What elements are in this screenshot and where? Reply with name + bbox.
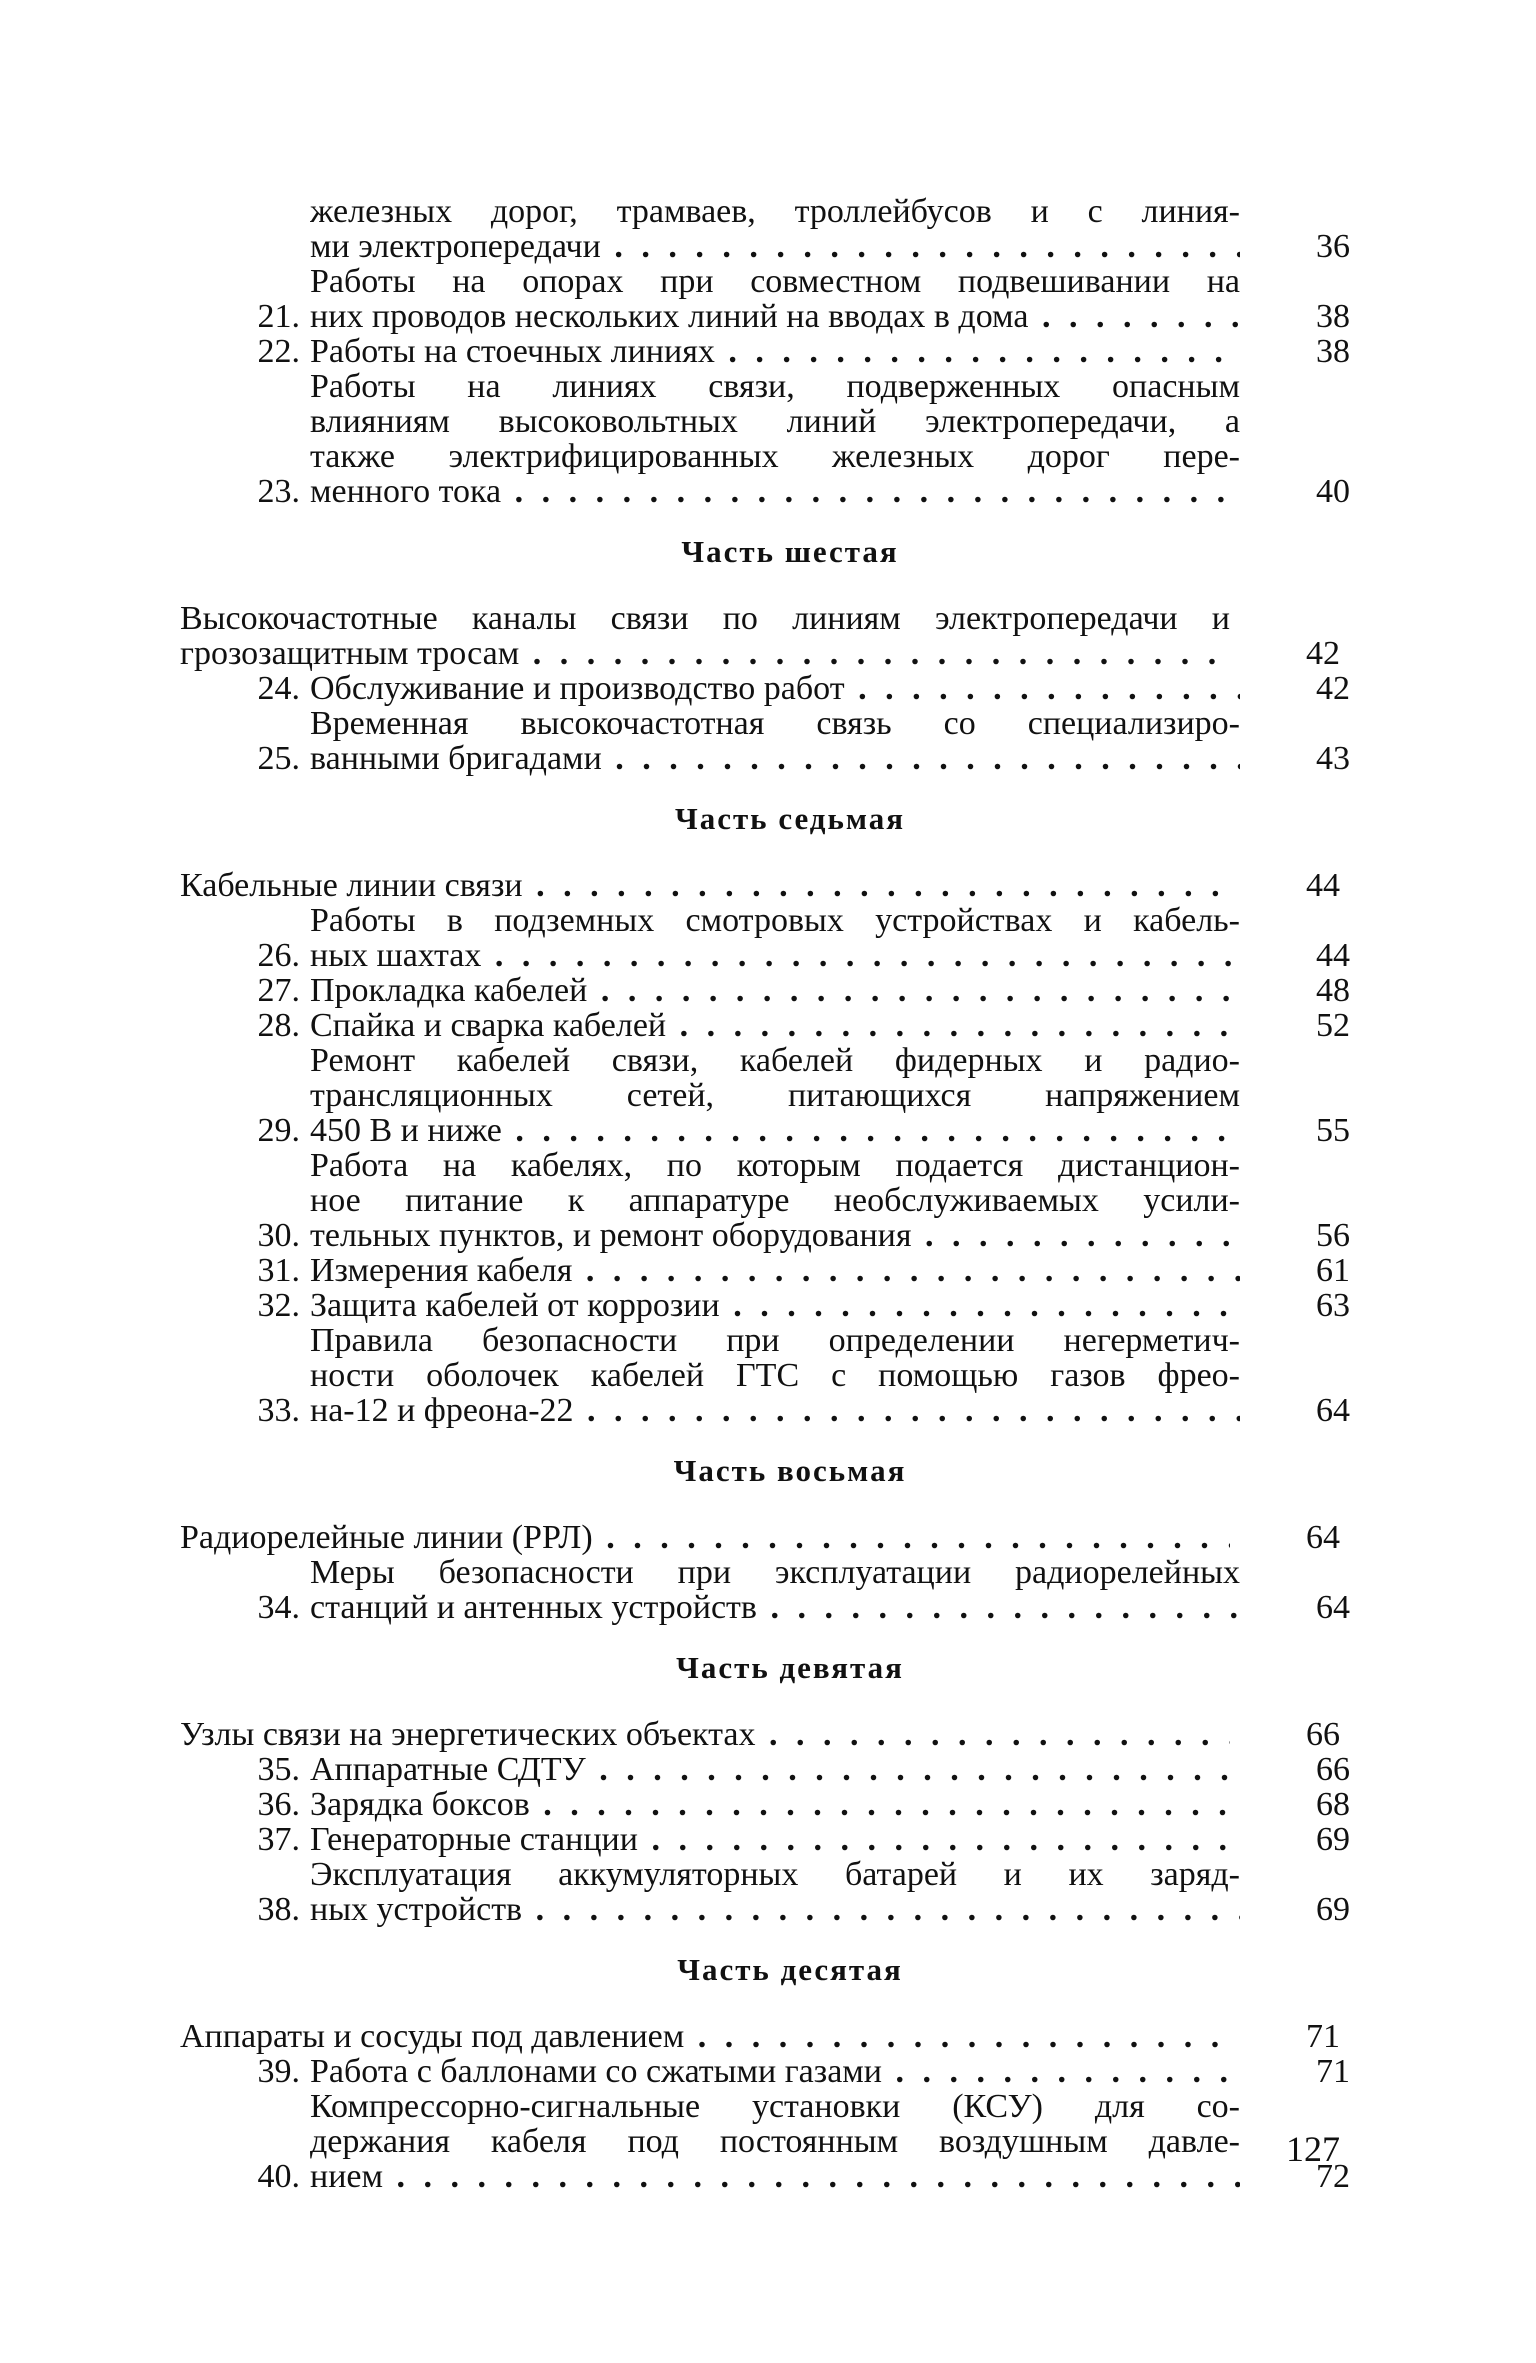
- entry-title-line: нием . . .: [310, 2159, 1240, 2194]
- entry-title-line: станций и антенных устройств . . .: [310, 1590, 1240, 1625]
- entry-title-line: Компрессорно-сигнальные установки (КСУ) для со-: [310, 2089, 1240, 2124]
- entry-title-line: Измерения кабеля . . .: [310, 1253, 1240, 1288]
- entry-number: 25.: [257, 740, 300, 777]
- page-ref: 43: [1316, 740, 1350, 777]
- entry-title-line: также электрифицированных железных дорог пере-: [310, 439, 1240, 474]
- entry-number: 32.: [257, 1287, 300, 1324]
- entry-number: 40.: [257, 2158, 300, 2195]
- entry-title-line: Узлы связи на энергетических объектах . . .: [180, 1717, 1230, 1752]
- entry-title: [310, 903, 1240, 973]
- entry-title-line: Работы в подземных смотровых устройствах и кабель-: [310, 903, 1240, 938]
- entry-title: [310, 1253, 1240, 1288]
- entry-title-line: грозозащитным тросам . . .: [180, 636, 1230, 671]
- entry-title-line: Работы на стоечных линиях . . .: [310, 334, 1240, 369]
- entry-title-line: Временная высокочастотная связь со специализиро-: [310, 706, 1240, 741]
- part-heading: Часть восьмая: [673, 1453, 907, 1488]
- entry-title-line: ных устройств . . .: [310, 1892, 1240, 1927]
- entry-title-line: них проводов нескольких линий на вводах в дома . . .: [310, 299, 1240, 334]
- entry-title-line: Работа на кабелях, по которым подается дистанцион-: [310, 1148, 1240, 1183]
- entry-number: 27.: [257, 972, 300, 1009]
- entry-number: 31.: [257, 1252, 300, 1289]
- entry-title-line: Аппаратные СДТУ . . .: [310, 1752, 1240, 1787]
- page-ref: 69: [1316, 1821, 1350, 1858]
- toc-entry[interactable]: [180, 194, 1350, 265]
- entry-title-line: Работы на опорах при совместном подвешивании на: [310, 264, 1240, 299]
- page-ref: 69: [1316, 1891, 1350, 1928]
- page-ref: 63: [1316, 1287, 1350, 1324]
- entry-title-line: Прокладка кабелей . . .: [310, 973, 1240, 1008]
- entry-title-line: железных дорог, трамваев, троллейбусов и с линия-: [310, 194, 1240, 229]
- toc-section[interactable]: [180, 868, 1340, 903]
- toc-entry[interactable]: [180, 1252, 1350, 1289]
- entry-title: [310, 1008, 1240, 1043]
- page-ref: 44: [1316, 937, 1350, 974]
- page-ref: 61: [1316, 1252, 1350, 1289]
- toc-entry[interactable]: [180, 1786, 1350, 1823]
- entry-title-line: Спайка и сварка кабелей . . .: [310, 1008, 1240, 1043]
- entry-title: [180, 1520, 1230, 1555]
- page-ref: 72: [1316, 2158, 1350, 2195]
- entry-number: 36.: [257, 1786, 300, 1823]
- page-ref: 64: [1316, 1392, 1350, 1429]
- toc-entry[interactable]: [180, 1148, 1350, 1254]
- entry-title: [310, 1043, 1240, 1148]
- entry-title: [310, 369, 1240, 509]
- entry-title: [310, 2089, 1240, 2194]
- page-ref: 66: [1306, 1716, 1340, 1753]
- part-heading: Часть шестая: [681, 534, 899, 569]
- entry-title: [310, 1555, 1240, 1625]
- part-heading: Часть седьмая: [674, 801, 906, 836]
- page-ref: 38: [1316, 298, 1350, 335]
- page-ref: 48: [1316, 972, 1350, 1009]
- toc-entry[interactable]: [180, 264, 1350, 335]
- page-ref: 44: [1306, 867, 1340, 904]
- entry-title: [310, 973, 1240, 1008]
- entry-title-line: ности оболочек кабелей ГТС с помощью газов фрео-: [310, 1358, 1240, 1393]
- page-ref: 42: [1306, 635, 1340, 672]
- page-ref: 52: [1316, 1007, 1350, 1044]
- toc-entry[interactable]: [180, 670, 1350, 707]
- toc-entry[interactable]: [180, 1555, 1350, 1626]
- entry-number: 35.: [257, 1751, 300, 1788]
- table-of-contents: [180, 194, 1350, 2195]
- entry-title-line: на-12 и фреона-22 . . .: [310, 1393, 1240, 1428]
- entry-number: 21.: [257, 298, 300, 335]
- entry-number: 39.: [257, 2053, 300, 2090]
- entry-number: 28.: [257, 1007, 300, 1044]
- page-ref: 42: [1316, 670, 1350, 707]
- entry-title-line: влияниям высоковольтных линий электропередачи, а: [310, 404, 1240, 439]
- toc-entry[interactable]: [180, 1323, 1350, 1429]
- entry-title-line: Эксплуатация аккумуляторных батарей и их заряд-: [310, 1857, 1240, 1892]
- part-heading: Часть десятая: [677, 1952, 903, 1987]
- page-ref: 64: [1306, 1519, 1340, 1556]
- entry-title: [180, 2019, 1230, 2054]
- entry-title-line: ных шахтах . . .: [310, 938, 1240, 973]
- toc-section[interactable]: [180, 1520, 1340, 1555]
- entry-title: [310, 706, 1240, 776]
- entry-number: 26.: [257, 937, 300, 974]
- entry-number: 29.: [257, 1112, 300, 1149]
- entry-title-line: трансляционных сетей, питающихся напряжением: [310, 1078, 1240, 1113]
- entry-number: 30.: [257, 1217, 300, 1254]
- toc-entry[interactable]: [180, 1287, 1350, 1324]
- entry-number: 23.: [257, 473, 300, 510]
- entry-title: [310, 1857, 1240, 1927]
- entry-title-line: Генераторные станции . . .: [310, 1822, 1240, 1857]
- entry-title-line: Работы на линиях связи, подверженных опасным: [310, 369, 1240, 404]
- entry-title: [310, 1148, 1240, 1253]
- page-ref: 55: [1316, 1112, 1350, 1149]
- entry-title: [310, 264, 1240, 334]
- entry-title-line: Защита кабелей от коррозии . . .: [310, 1288, 1240, 1323]
- page-ref: 38: [1316, 333, 1350, 370]
- entry-title-line: Радиорелейные линии (РРЛ) . . .: [180, 1520, 1230, 1555]
- entry-number: 22.: [257, 333, 300, 370]
- toc-entry[interactable]: [180, 369, 1350, 510]
- entry-title: [310, 334, 1240, 369]
- toc-entry[interactable]: [180, 972, 1350, 1009]
- entry-title: [180, 1717, 1230, 1752]
- page-ref: 36: [1316, 228, 1350, 265]
- entry-number: 38.: [257, 1891, 300, 1928]
- toc-entry[interactable]: [180, 1043, 1350, 1149]
- part-heading: Часть девятая: [676, 1650, 904, 1685]
- entry-title-line: Аппараты и сосуды под давлением . . .: [180, 2019, 1230, 2054]
- page-ref: 71: [1316, 2053, 1350, 2090]
- toc-entry[interactable]: [180, 2053, 1350, 2090]
- entry-title: [310, 1787, 1240, 1822]
- toc-entry[interactable]: [180, 1007, 1350, 1044]
- page-ref: 66: [1316, 1751, 1350, 1788]
- entry-title-line: Меры безопасности при эксплуатации радиорелейных: [310, 1555, 1240, 1590]
- entry-title-line: Обслуживание и производство работ . . .: [310, 671, 1240, 706]
- toc-entry[interactable]: [180, 1857, 1350, 1928]
- entry-title: [310, 1323, 1240, 1428]
- page-ref: 64: [1316, 1589, 1350, 1626]
- entry-title: [310, 194, 1240, 264]
- entry-title: [310, 1752, 1240, 1787]
- entry-title-line: Зарядка боксов . . .: [310, 1787, 1240, 1822]
- entry-title-line: Работа с баллонами со сжатыми газами . . .: [310, 2054, 1240, 2089]
- entry-title: [310, 1288, 1240, 1323]
- entry-title-line: тельных пунктов, и ремонт оборудования . . .: [310, 1218, 1240, 1253]
- toc-section[interactable]: [180, 1717, 1340, 1752]
- entry-number: 24.: [257, 670, 300, 707]
- entry-title-line: ное питание к аппаратуре необслуживаемых усили-: [310, 1183, 1240, 1218]
- toc-section[interactable]: [180, 2019, 1340, 2054]
- entry-title: [310, 1822, 1240, 1857]
- page-ref: 68: [1316, 1786, 1350, 1823]
- entry-title: [310, 2054, 1240, 2089]
- entry-title-line: Правила безопасности при определении негерметич-: [310, 1323, 1240, 1358]
- entry-title-line: Кабельные линии связи . . .: [180, 868, 1230, 903]
- entry-title-line: менного тока . . .: [310, 474, 1240, 509]
- page-number: 127: [1286, 2129, 1340, 2169]
- entry-title-line: Ремонт кабелей связи, кабелей фидерных и радио-: [310, 1043, 1240, 1078]
- entry-title: [180, 868, 1230, 903]
- toc-entry[interactable]: [180, 2089, 1350, 2195]
- toc-entry[interactable]: [180, 333, 1350, 370]
- entry-title-line: ми электропередачи . . .: [310, 229, 1240, 264]
- toc-section[interactable]: [180, 601, 1340, 671]
- toc-entry[interactable]: [180, 706, 1350, 777]
- entry-title: [310, 671, 1240, 706]
- entry-number: 33.: [257, 1392, 300, 1429]
- toc-entry[interactable]: [180, 903, 1350, 974]
- toc-entry[interactable]: [180, 1821, 1350, 1858]
- entry-number: 37.: [257, 1821, 300, 1858]
- toc-entry[interactable]: [180, 1751, 1350, 1788]
- page-ref: 56: [1316, 1217, 1350, 1254]
- entry-number: 34.: [257, 1589, 300, 1626]
- entry-title-line: ванными бригадами . . .: [310, 741, 1240, 776]
- entry-title-line: держания кабеля под постоянным воздушным давле-: [310, 2124, 1240, 2159]
- page-ref: 40: [1316, 473, 1350, 510]
- page-ref: 71: [1306, 2018, 1340, 2055]
- entry-title-line: 450 В и ниже . . .: [310, 1113, 1240, 1148]
- entry-title-line: Высокочастотные каналы связи по линиям электропередачи и: [180, 601, 1230, 636]
- entry-title: [180, 601, 1230, 671]
